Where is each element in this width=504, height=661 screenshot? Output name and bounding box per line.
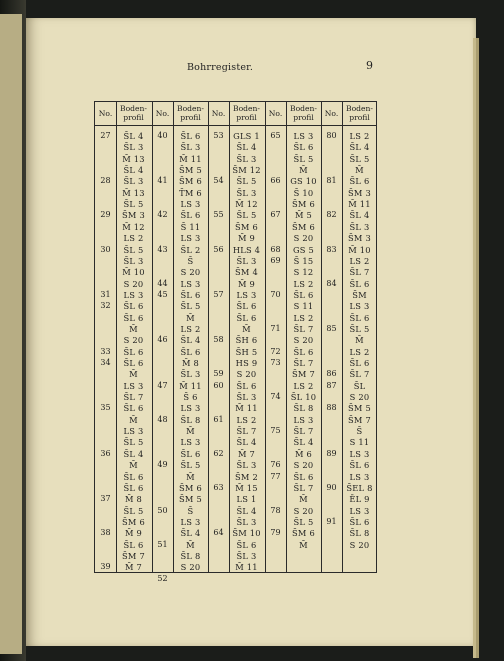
bore-number: 43 xyxy=(157,244,168,254)
bore-number: 39 xyxy=(100,562,111,572)
bore-number: 63 xyxy=(213,482,224,492)
soil-profile-entry: M̄ xyxy=(186,539,195,550)
soil-profile-entry: S̄ 10 xyxy=(293,187,314,198)
soil-profile-entry: LS 2 xyxy=(293,380,314,391)
soil-profile-entry: LS 3 xyxy=(293,414,314,425)
soil-profile-entry: M̄ 9 xyxy=(124,528,142,539)
soil-profile-entry: S̄L 5 xyxy=(180,460,201,471)
soil-profile-entry: S̄L 5 xyxy=(123,437,144,448)
soil-profile-entry: S 20 xyxy=(293,233,314,244)
soil-profile-entry: LS 3 xyxy=(180,199,201,210)
soil-profile-entry: M̄ xyxy=(129,323,138,334)
soil-profile-entry: M̄ 13 xyxy=(122,187,145,198)
soil-profile-entry: T̄M 6 xyxy=(179,187,202,198)
soil-profile-entry: S̄L 8 xyxy=(180,550,201,561)
previous-page-edge xyxy=(0,14,22,654)
soil-profile-entry: S̄L 7 xyxy=(236,426,257,437)
bore-number: 74 xyxy=(270,392,281,402)
bore-number: 36 xyxy=(100,448,111,458)
soil-profile-entry: S̄M 10 xyxy=(232,528,261,539)
soil-profile-entry: M̄ 6 xyxy=(294,448,312,459)
soil-profile-entry: S̄M 12 xyxy=(232,165,261,176)
bore-number: 32 xyxy=(100,301,111,311)
soil-profile-entry: S̄M xyxy=(352,289,367,300)
soil-profile-entry: M̄ 7 xyxy=(124,562,142,573)
bore-number: 42 xyxy=(157,210,168,220)
bore-number: 58 xyxy=(213,335,224,345)
soil-profile-entry: S̄M 7 xyxy=(122,550,145,561)
soil-profile-entry: S̄L 5 xyxy=(123,244,144,255)
soil-profile-entry: S̄M 5 xyxy=(179,165,202,176)
soil-profile-entry: S̄L 5 xyxy=(349,323,370,334)
bore-number: 34 xyxy=(100,358,111,367)
soil-profile-entry: LS 3 xyxy=(123,380,144,391)
bore-number: 73 xyxy=(270,358,281,367)
soil-profile-entry: S̄L 5 xyxy=(349,153,370,164)
bore-number: 87 xyxy=(326,380,337,390)
soil-profile-entry: LS 3 xyxy=(293,131,314,141)
soil-profile-entry: S̄L 7 xyxy=(293,426,314,437)
bore-number: 68 xyxy=(270,244,281,254)
soil-profile-entry: S̄L 5 xyxy=(293,153,314,164)
bore-number: 27 xyxy=(100,131,111,140)
page-number: 9 xyxy=(366,59,373,72)
soil-profile-entry: LS 3 xyxy=(349,471,370,482)
bore-number: 54 xyxy=(213,176,224,186)
soil-profile-entry: LS 3 xyxy=(123,426,144,437)
soil-profile-entry: M̄ 9 xyxy=(237,233,255,244)
bore-number: 61 xyxy=(213,414,224,424)
soil-profile-entry: S̄L 6 xyxy=(349,278,370,289)
header-bodenprofil: Boden- profil xyxy=(346,104,373,122)
soil-profile-entry: S̄L 6 xyxy=(123,346,144,357)
soil-profile-entry: M̄ xyxy=(129,369,138,380)
soil-profile-entry: S̄L 3 xyxy=(236,255,257,266)
soil-profile-entry: HS 9 xyxy=(235,358,258,368)
soil-profile-entry: S̄M 6 xyxy=(292,528,315,539)
bore-number: 56 xyxy=(213,244,224,254)
soil-profile-entry: S 20 xyxy=(180,562,201,573)
soil-profile-entry: S 11 xyxy=(293,301,314,312)
soil-profile-entry: M̄ 12 xyxy=(122,221,145,232)
soil-profile-entry: M̄ xyxy=(186,312,195,323)
bore-number: 45 xyxy=(157,289,168,299)
soil-profile-entry: S 20 xyxy=(236,369,257,380)
soil-profile-entry: S̄L 3 xyxy=(236,460,257,471)
bore-number: 38 xyxy=(100,528,111,538)
soil-profile-entry: M̄ xyxy=(299,539,308,550)
soil-profile-entry: S̄L 6 xyxy=(180,210,201,221)
header-no: No. xyxy=(98,109,113,118)
soil-profile-entry: LS 2 xyxy=(293,312,314,323)
soil-profile-entry: S̄L 6 xyxy=(236,301,257,312)
soil-profile-entry: S̄ 11 xyxy=(180,221,201,232)
soil-profile-entry: LS 3 xyxy=(180,403,201,414)
soil-profile-entry: S̄L 3 xyxy=(180,142,201,153)
soil-profile-entry: M̄ 12 xyxy=(235,199,258,210)
soil-profile-entry: S̄L 3 xyxy=(236,516,257,527)
soil-profile-entry: LS 2 xyxy=(349,346,370,357)
soil-profile-entry: S̄M 6 xyxy=(292,221,315,232)
soil-profile-entry: S̄L 6 xyxy=(349,460,370,471)
soil-profile-entry: S 12 xyxy=(293,267,314,278)
soil-profile-entry: S̄L 7 xyxy=(349,369,370,380)
soil-profile-entry: S̄ 15 xyxy=(293,255,314,266)
soil-profile-entry: S̄L 4 xyxy=(123,131,144,141)
soil-profile-entry: S̄L 6 xyxy=(349,358,370,368)
bore-number: 76 xyxy=(270,460,281,470)
soil-profile-entry: GS 5 xyxy=(292,244,315,255)
bore-number: 78 xyxy=(270,505,281,515)
soil-profile-entry: S̄L 6 xyxy=(180,289,201,300)
bore-number: 81 xyxy=(326,176,337,186)
soil-profile-entry: S̄L 6 xyxy=(236,539,257,550)
soil-profile-entry: S 20 xyxy=(349,392,370,403)
soil-profile-entry: M̄ 11 xyxy=(348,199,371,210)
soil-profile-entry: M̄ xyxy=(242,323,251,334)
soil-profile-entry: S̄L 6 xyxy=(123,539,144,550)
soil-profile-entry: S̄M 2 xyxy=(235,471,258,482)
soil-profile-entry: M̄ 13 xyxy=(122,153,145,164)
soil-profile-entry: S̄L 7 xyxy=(293,482,314,493)
page-title: Bohrregister. xyxy=(187,62,254,73)
soil-profile-entry: S̄L 3 xyxy=(236,392,257,403)
bore-number: 40 xyxy=(157,131,168,140)
soil-profile-entry: S̄L 5 xyxy=(236,210,257,221)
bore-number: 85 xyxy=(326,323,337,333)
soil-profile-entry: M̄ xyxy=(186,426,195,437)
soil-profile-entry: S̄M 5 xyxy=(179,494,202,505)
bore-number: 80 xyxy=(326,131,337,140)
soil-profile-entry: S̄L 7 xyxy=(293,358,314,368)
soil-profile-entry: M̄ 8 xyxy=(181,358,199,368)
soil-profile-entry: LS 3 xyxy=(180,278,201,289)
header-no: No. xyxy=(155,109,170,118)
soil-profile-entry: S̄L 8 xyxy=(293,403,314,414)
soil-profile-entry: M̄ 11 xyxy=(179,153,202,164)
soil-profile-entry: LS 1 xyxy=(236,494,257,505)
soil-profile-entry: M̄ xyxy=(129,414,138,425)
bore-number: 71 xyxy=(270,323,281,333)
soil-profile-entry: S̄L 3 xyxy=(236,187,257,198)
soil-profile-entry: M̄ 11 xyxy=(179,380,202,391)
soil-profile-entry: S̄H 5 xyxy=(235,346,258,357)
soil-profile-entry: M̄ xyxy=(299,494,308,505)
soil-profile-entry: M̄ xyxy=(299,165,308,176)
soil-profile-entry: LS 3 xyxy=(349,448,370,459)
soil-profile-entry: S̄L 8 xyxy=(349,528,370,539)
bore-number: 69 xyxy=(270,255,281,265)
soil-profile-entry: S̄L 4 xyxy=(236,437,257,448)
bore-number: 49 xyxy=(157,460,168,470)
bore-number: 72 xyxy=(270,346,281,356)
soil-profile-entry: S̄L 3 xyxy=(236,550,257,561)
soil-profile-entry: S̄L 6 xyxy=(236,380,257,391)
bore-number: 65 xyxy=(270,131,281,140)
soil-profile-entry: S̄L 6 xyxy=(123,301,144,312)
soil-profile-entry: S̄L 6 xyxy=(236,312,257,323)
bore-number: 52 xyxy=(157,573,168,583)
soil-profile-entry: S̄L 3 xyxy=(236,153,257,164)
soil-profile-entry: S̄L 5 xyxy=(293,516,314,527)
bore-number: 84 xyxy=(326,278,337,288)
soil-profile-entry: M̄ 10 xyxy=(122,267,145,278)
soil-profile-entry: M̄ 5 xyxy=(294,210,312,221)
bore-number: 82 xyxy=(326,210,337,220)
soil-profile-entry: S̄M 6 xyxy=(179,176,202,187)
bore-number: 44 xyxy=(157,278,168,288)
bore-number: 30 xyxy=(100,244,111,254)
soil-profile-entry: LS 2 xyxy=(349,255,370,266)
bore-number: 70 xyxy=(270,289,281,299)
soil-profile-entry: S̄L 5 xyxy=(180,301,201,312)
bore-number: 62 xyxy=(213,448,224,458)
soil-profile-entry: M̄ xyxy=(355,335,364,346)
bore-number: 29 xyxy=(100,210,111,220)
soil-profile-entry: S̄L 8 xyxy=(180,414,201,425)
soil-profile-entry: S 11 xyxy=(349,437,370,448)
bore-number: 60 xyxy=(213,380,224,390)
soil-profile-entry: S̄L 4 xyxy=(123,448,144,459)
bore-number: 33 xyxy=(100,346,111,356)
soil-profile-entry: LS 2 xyxy=(236,414,257,425)
soil-profile-entry: M̄ 7 xyxy=(237,448,255,459)
header-bodenprofil: Boden- profil xyxy=(177,104,204,122)
header-bodenprofil: Boden- profil xyxy=(290,104,317,122)
bore-number: 66 xyxy=(270,176,281,186)
bore-number: 31 xyxy=(100,289,111,299)
soil-profile-entry: GS 10 xyxy=(290,176,317,187)
soil-profile-entry: LS 2 xyxy=(349,131,370,141)
soil-profile-entry: S̄M 3 xyxy=(348,187,371,198)
bore-number: 89 xyxy=(326,448,337,458)
bore-number: 88 xyxy=(326,403,337,413)
soil-profile-entry: LS 3 xyxy=(349,301,370,312)
soil-profile-entry: S 20 xyxy=(123,335,144,346)
soil-profile-entry: LS 3 xyxy=(180,516,201,527)
soil-profile-entry: S 20 xyxy=(180,267,201,278)
soil-profile-entry: S̄ 6 xyxy=(183,392,198,403)
soil-profile-entry: S̄L 6 xyxy=(123,358,144,368)
soil-profile-entry: S̄M 4 xyxy=(235,267,258,278)
bore-number: 67 xyxy=(270,210,281,220)
soil-profile-entry: LS 3 xyxy=(180,437,201,448)
column-divider xyxy=(321,102,322,572)
soil-profile-entry: S̄L 4 xyxy=(349,142,370,153)
bore-number: 90 xyxy=(326,482,337,492)
soil-profile-entry: GLS 1 xyxy=(233,131,260,141)
bore-number: 75 xyxy=(270,426,281,436)
soil-profile-entry: S̄L 5 xyxy=(123,505,144,516)
soil-profile-entry: S̄L xyxy=(353,380,366,391)
bore-number: 77 xyxy=(270,471,281,481)
header-bodenprofil: Boden- profil xyxy=(120,104,147,122)
soil-profile-entry: M̄ xyxy=(129,460,138,471)
soil-profile-entry: S̄L 6 xyxy=(293,471,314,482)
soil-profile-entry: S̄L 3 xyxy=(123,142,144,153)
bore-number: 53 xyxy=(213,131,224,140)
soil-profile-entry: LS 2 xyxy=(123,233,144,244)
soil-profile-entry: S̄L 7 xyxy=(293,323,314,334)
soil-profile-entry: S̄L 6 xyxy=(123,403,144,414)
soil-profile-entry: S 20 xyxy=(349,539,370,550)
soil-profile-entry: S̄L 6 xyxy=(180,131,201,141)
soil-profile-entry: S̄L 10 xyxy=(290,392,317,403)
soil-profile-entry: M̄ xyxy=(186,471,195,482)
soil-profile-entry: M̄ 10 xyxy=(348,244,371,255)
header-bodenprofil: Boden- profil xyxy=(233,104,260,122)
bore-number: 51 xyxy=(157,539,168,549)
soil-profile-entry: LS 2 xyxy=(293,278,314,289)
soil-profile-entry: S̄M 7 xyxy=(348,414,371,425)
bore-number: 83 xyxy=(326,244,337,254)
soil-profile-entry: LS 2 xyxy=(180,323,201,334)
soil-profile-entry: LS 3 xyxy=(349,505,370,516)
bore-number: 91 xyxy=(326,516,337,526)
bore-number: 28 xyxy=(100,176,111,186)
soil-profile-entry: LS 3 xyxy=(180,233,201,244)
soil-profile-entry: S̄L 4 xyxy=(180,528,201,539)
bore-number: 79 xyxy=(270,528,281,538)
soil-profile-entry: M̄ 8 xyxy=(124,494,142,505)
header-no: No. xyxy=(211,109,226,118)
bore-number: 59 xyxy=(213,369,224,379)
soil-profile-entry: M̄ 15 xyxy=(235,482,258,493)
soil-profile-entry: S̄L 6 xyxy=(180,346,201,357)
soil-profile-entry: M̄ 9 xyxy=(237,278,255,289)
soil-profile-entry: S̄ xyxy=(187,255,194,266)
soil-profile-entry: ĒL 9 xyxy=(349,494,370,505)
bore-number: 47 xyxy=(157,380,168,390)
soil-profile-entry: S̄M 6 xyxy=(292,199,315,210)
soil-profile-entry: S̄L 6 xyxy=(123,471,144,482)
soil-profile-entry: HLS 4 xyxy=(232,244,261,255)
soil-profile-entry: S̄L 4 xyxy=(180,335,201,346)
soil-profile-entry: S̄ xyxy=(187,505,194,516)
soil-profile-entry: S̄L 6 xyxy=(293,346,314,357)
bore-number: 35 xyxy=(100,403,111,413)
soil-profile-entry: M̄ xyxy=(355,165,364,176)
soil-profile-entry: M̄ 11 xyxy=(235,562,258,573)
bore-number: 37 xyxy=(100,494,111,504)
soil-profile-entry: S 20 xyxy=(293,505,314,516)
soil-profile-entry: S 20 xyxy=(123,278,144,289)
soil-profile-entry: S̄L 6 xyxy=(180,448,201,459)
page-edge xyxy=(476,38,479,658)
bore-number: 86 xyxy=(326,369,337,379)
soil-profile-entry: S̄L 5 xyxy=(123,199,144,210)
bore-number: 55 xyxy=(213,210,224,220)
soil-profile-entry: M̄ 11 xyxy=(235,403,258,414)
soil-profile-entry: S̄L 5 xyxy=(236,176,257,187)
header-no: No. xyxy=(268,109,283,118)
soil-profile-entry: S̄L 7 xyxy=(123,392,144,403)
soil-profile-entry: S̄L 7 xyxy=(349,267,370,278)
soil-profile-entry: S̄L 3 xyxy=(123,176,144,187)
soil-profile-entry: S̄M 6 xyxy=(235,221,258,232)
soil-profile-entry: S̄M 7 xyxy=(292,369,315,380)
soil-profile-entry: S̄M 3 xyxy=(122,210,145,221)
bore-number: 57 xyxy=(213,289,224,299)
soil-profile-entry: S̄L 6 xyxy=(123,312,144,323)
soil-profile-entry: S̄M 5 xyxy=(348,403,371,414)
soil-profile-entry: S̄L 4 xyxy=(349,210,370,221)
column-divider xyxy=(265,102,266,572)
header-no: No. xyxy=(324,109,339,118)
bore-number: 46 xyxy=(157,335,168,345)
soil-profile-entry: S̄H 6 xyxy=(235,335,258,346)
soil-profile-entry: S̄EL 8 xyxy=(346,482,373,493)
soil-profile-entry: S̄L 3 xyxy=(180,369,201,380)
bore-number: 50 xyxy=(157,505,168,515)
soil-profile-entry: LS 3 xyxy=(236,289,257,300)
soil-profile-entry: S̄L 2 xyxy=(180,244,201,255)
soil-profile-entry: S 20 xyxy=(293,460,314,471)
soil-profile-entry: S̄L 4 xyxy=(123,165,144,176)
soil-profile-entry: S̄L 6 xyxy=(349,516,370,527)
soil-profile-entry: S̄L 6 xyxy=(293,289,314,300)
soil-profile-entry: S̄M 6 xyxy=(122,516,145,527)
soil-profile-entry: LS 3 xyxy=(123,289,144,300)
bore-number: 64 xyxy=(213,528,224,538)
soil-profile-entry: S̄L 3 xyxy=(123,255,144,266)
soil-profile-entry: S̄L 6 xyxy=(293,142,314,153)
bore-register-table xyxy=(94,101,377,583)
soil-profile-entry: S 20 xyxy=(293,335,314,346)
soil-profile-entry: S̄L 4 xyxy=(293,437,314,448)
soil-profile-entry: S̄L 6 xyxy=(349,312,370,323)
soil-profile-entry: S̄L 4 xyxy=(236,142,257,153)
soil-profile-entry: S̄ xyxy=(356,426,363,437)
bore-number: 48 xyxy=(157,414,168,424)
soil-profile-entry: S̄L 3 xyxy=(349,221,370,232)
soil-profile-entry: S̄L 4 xyxy=(236,505,257,516)
soil-profile-entry: S̄M 6 xyxy=(179,482,202,493)
soil-profile-entry: S̄L 6 xyxy=(349,176,370,187)
soil-profile-entry: S̄M 3 xyxy=(348,233,371,244)
soil-profile-entry: S̄L 6 xyxy=(123,482,144,493)
bore-number: 41 xyxy=(157,176,168,186)
